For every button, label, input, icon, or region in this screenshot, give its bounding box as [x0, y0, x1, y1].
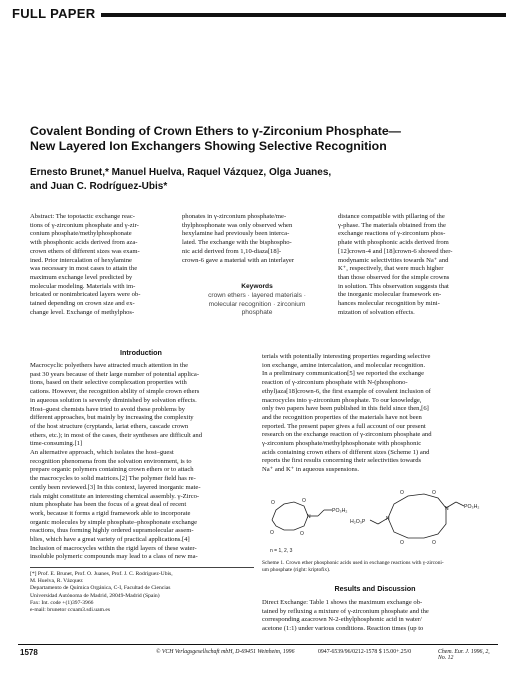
body-line: of the host structure (cryptands, lariat ethers, cascade crown [30, 422, 189, 430]
right-column-text [262, 353, 488, 475]
abstract-column-2 [182, 213, 332, 265]
issn-info: 0947-6539/96/0212-1578 $ 15.00+.25/0 [318, 649, 412, 655]
abstract-line: with phosphonic acids derived from aza- [30, 239, 138, 247]
body-line: tained by refluxing a mixture of γ-zirconium phosphate and the [262, 607, 429, 615]
title-line: Covalent Bonding of Crown Ethers to γ-Zirconium Phosphate— [30, 124, 401, 138]
abstract-line: was necessary in most cases to attain the [30, 265, 138, 273]
body-line: reaction of γ-zirconium phosphate with N-(phosphono- [262, 379, 408, 387]
body-line: reported. The present paper gives a full account of our present [262, 422, 426, 430]
footnote-rule [30, 567, 254, 568]
body-line: Direct Exchange: Table 1 shows the maximum exchange ob- [262, 599, 423, 606]
body-line: the macrocycles to solid matrices.[2] The polymer field has re- [30, 475, 196, 483]
abstract-line: thylphosphonate was only observed when [182, 221, 293, 229]
abstract-line: change level. Exchange of methylphos- [30, 308, 135, 316]
abstract-line: phate with phosphonic acids derived from [338, 239, 449, 247]
oxygen-atom-label: O [300, 531, 304, 537]
phosphonic-acid-label: H₂O₃P [350, 519, 366, 525]
author-footnote [30, 571, 254, 614]
introduction-text [30, 362, 254, 562]
page-header [10, 6, 506, 21]
results-heading: Results and Discussion [334, 584, 416, 593]
abstract-line: nic acid derived from 1,10-diaza[18]- [182, 247, 282, 255]
introduction-heading: Introduction [120, 348, 162, 357]
caption-line: um phosphate (right: kriptofix). [262, 567, 331, 573]
abstract-line: the inorganic molecular framework en- [338, 291, 442, 299]
body-line: Host–guest chemists have tried to avoid these problems by [30, 405, 185, 413]
body-line: work, because it forms a rigid framework able to incorporate [30, 509, 191, 517]
abstract-line: mization of solvation effects. [338, 308, 415, 316]
body-line: acetone (1:1) under various conditions. Reaction times (up to [262, 625, 424, 633]
body-line: prepare organic polymers containing crown ethers or to attach [30, 466, 194, 474]
footer-rule [18, 644, 498, 645]
oxygen-atom-label: O [302, 498, 306, 504]
authors-line: and Juan C. Rodríguez-Ubis* [30, 181, 168, 192]
abstract-line: crown-6 gave a material with an interlayer [182, 256, 295, 264]
body-line: Inclusion of macrocycles within the rigid layers of these water- [30, 544, 197, 552]
abstract-line: hances molecular recognition by mini- [338, 300, 440, 308]
author-list [30, 166, 470, 194]
body-line: time-consuming.[1] [30, 440, 83, 448]
abstract-line: distance compatible with pillaring of the [338, 213, 445, 220]
keywords-line: molecular recognition · zirconium [208, 300, 306, 308]
nitrogen-atom-label: N [386, 516, 390, 522]
abstract-line: lated. The exchange with the bisphospho- [182, 239, 292, 247]
oxygen-atom-label: O [271, 500, 275, 506]
section-label: FULL PAPER [10, 7, 101, 21]
body-line: ethyl)aza[18]crown-6, the first example of covalent inclusion of [262, 387, 431, 395]
phosphonic-acid-label: PO₃H₂ [332, 508, 348, 514]
body-line: different approaches, but mainly by increasing the complexity [30, 414, 194, 422]
caption-line: Scheme 1. Crown ether phosphonic acids used in exchange reactions with γ-zirconi- [262, 560, 444, 566]
oxygen-atom-label: O [432, 540, 436, 546]
body-line: reports the first results concerning their selectivities towards [262, 457, 422, 465]
body-line: only two papers have been published in this field since then,[6] [262, 405, 429, 413]
body-line: An alternative approach, which isolates the host–guest [30, 449, 174, 457]
azacrown-ring [272, 502, 308, 530]
body-line: organic molecules by simple phosphate–phosphonate exchange [30, 518, 198, 526]
oxygen-atom-label: O [400, 490, 404, 496]
body-line: Na⁺ and K⁺ in aqueous suspensions. [262, 466, 360, 474]
phosphonic-acid-label: PO₃H₂ [464, 504, 480, 510]
page-number: 1578 [20, 648, 38, 657]
abstract-line: bricated or nonimbricated layers were ob- [30, 291, 141, 299]
body-line: insoluble polymeric compounds may lead to a class of new ma- [30, 553, 198, 561]
keywords-heading: Keywords [241, 283, 273, 290]
body-line: terials with potentially interesting properties regarding selective [262, 353, 431, 360]
body-line: cently been reviewed.[3] In this context, layered inorganic mate- [30, 483, 201, 491]
article-title [30, 124, 470, 154]
abstract-column-3 [338, 213, 484, 317]
body-line: rials might constitute an interesting chemical assembly. γ-Zirco- [30, 492, 200, 500]
diaza-crown-ring [388, 494, 446, 538]
abstract-line: crown ethers of different sizes was exam- [30, 247, 140, 255]
body-line: ethers, etc.); in most of the cases, their syntheses are difficult and [30, 431, 202, 439]
abstract-line: γ-phase. The materials obtained from the [338, 221, 446, 229]
oxygen-atom-label: O [400, 540, 404, 546]
body-line: cations. However, the recognition ability of simple crown ethers [30, 388, 200, 396]
abstract-line: tained depending on crown size and ex- [30, 300, 135, 308]
body-line: past 30 years because of their large number of potential applica- [30, 370, 200, 378]
authors-line: Ernesto Brunet,* Manuel Huelva, Raquel Vázquez, Olga Juanes, [30, 167, 332, 178]
body-line: γ-zirconium phosphate/methylphosphonate with phosphonic [262, 440, 422, 448]
body-line: in aqueous solution is severely diminished by solvation effects. [30, 396, 197, 404]
keywords-line: phosphate [241, 309, 273, 316]
abstract-line: exchange reactions of γ-zirconium phos- [338, 230, 446, 238]
body-line: corresponding azacrown N-2-ethylphosphonic acid in water/ [262, 616, 422, 624]
oxygen-atom-label: O [432, 490, 436, 496]
abstract-line: Abstract: The topotactic exchange reac- [30, 213, 135, 220]
body-line: nium phosphate has been the focus of a great deal of recent [30, 501, 187, 509]
abstract-line: than those observed for the simple crowns [338, 273, 450, 281]
body-line: In a preliminary communication[5] we reported the exchange [262, 370, 425, 378]
page-footer [18, 644, 498, 661]
oxygen-atom-label: O [270, 530, 274, 536]
footnote-line: e-mail: brunetor ccuam3.sdi.uam.es [30, 607, 110, 614]
ring-size-label: n = 1, 2, 3 [270, 548, 293, 554]
abstract-line: maximum exchange level predicted by [30, 273, 133, 281]
footnote-line: Universidad Autónoma de Madrid, 28049-Madrid (Spain) [30, 592, 160, 599]
body-line: recognition phenomena from the solvation environment, is to [30, 457, 192, 465]
abstract-line: hexylamine had previously been interca- [182, 230, 290, 238]
journal-citation: Chem. Eur. J. 1996, 2, No. 12 [438, 649, 490, 661]
abstract-line: conium phosphate/methylphosphonate [30, 230, 132, 238]
abstract-line: phonates in γ-zirconium phosphate/me- [182, 213, 287, 220]
abstract-line: tions of γ-zirconium phosphate and γ-zir- [30, 221, 139, 229]
nitrogen-atom-label: N [445, 506, 449, 512]
body-line: research on the exchange reaction of γ-zirconium phosphate and [262, 431, 432, 439]
footnote-line: M. Huelva, R. Vázquez [30, 578, 83, 585]
footnote-line: Departamento de Química Orgánica, C-I, Facultad de Ciencias [30, 585, 171, 592]
nitrogen-atom-label: N [307, 514, 311, 520]
body-line: tions, based on their selective complexation properties with [30, 379, 187, 387]
body-line: and the recognition properties of the materials have not been [262, 413, 422, 421]
abstract-column-1 [30, 213, 176, 317]
abstract-line: [12]crown-4 and [18]crown-6 showed ther- [338, 247, 453, 255]
footnote-line: [*] Prof. E. Brunet, Prof. O. Juanes, Prof. J. C. Rodríguez-Ubis, [30, 571, 173, 577]
body-line: acids containing crown ethers of different sizes (Scheme 1) and [262, 448, 430, 456]
footnote-line: Fax: Int. code +(1)397-3966 [30, 599, 94, 606]
body-line: reactions, thus forming highly ordered supramolecular assem- [30, 527, 194, 535]
scheme-1-structures [262, 480, 490, 558]
keywords-box [182, 279, 332, 335]
publisher-info: © VCH Verlagsgesellschaft mbH, D-69451 Weinheim, 1996 [156, 649, 295, 655]
body-line: ion exchange, amine intercalation, and molecular recognition. [262, 361, 426, 369]
abstract-line: in solution. This observation suggests that [338, 282, 449, 290]
results-text [262, 599, 488, 634]
abstract-line: modynamic selectivities towards Na⁺ and [338, 256, 449, 264]
abstract-line: K⁺, respectively, that were much higher [338, 265, 444, 273]
abstract-line: ined. Prior intercalation of hexylamine [30, 256, 132, 264]
scheme-caption [262, 560, 490, 574]
keywords-line: crown ethers · layered materials · [208, 292, 306, 299]
body-line: macrocycles into γ-zirconium phosphate. To our knowledge, [262, 396, 422, 404]
abstract-line: molecular modeling. Materials with im- [30, 282, 136, 290]
title-line: New Layered Ion Exchangers Showing Selective Recognition [30, 139, 387, 153]
body-line: Macrocyclic polyethers have attracted much attention in the [30, 362, 189, 369]
body-line: blies, which have a great variety of practical applications.[4] [30, 536, 190, 544]
